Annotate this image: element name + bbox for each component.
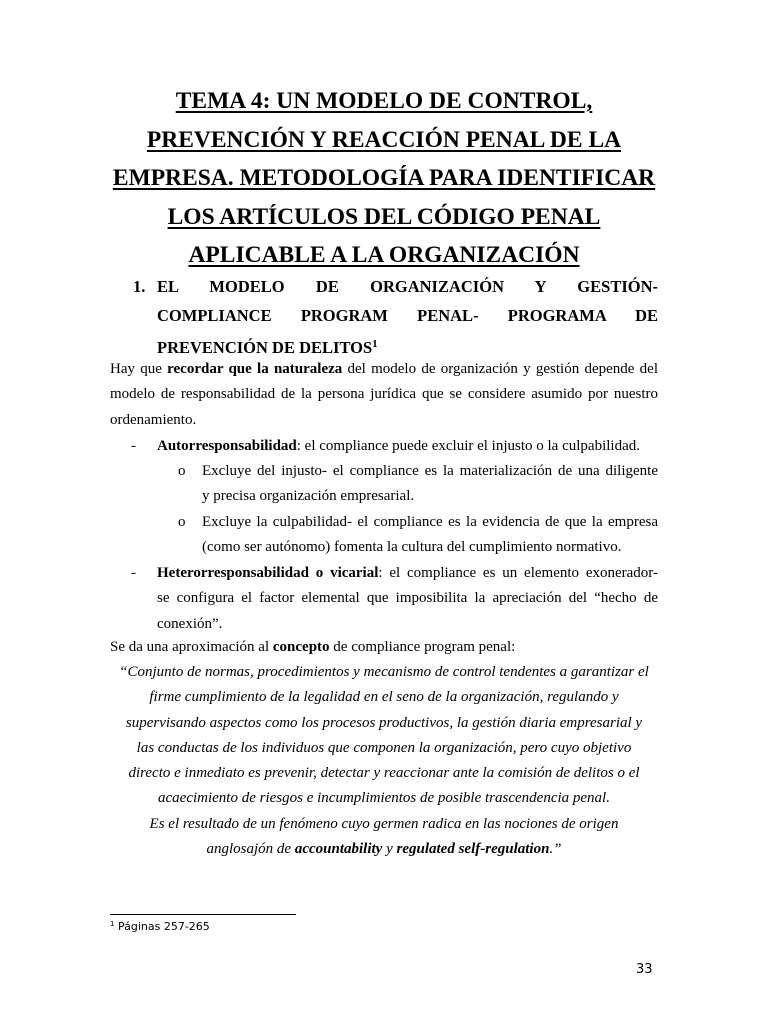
paragraph-line: modelo de responsabilidad de la persona jurídica que se considere asumido por nuestro [110, 386, 658, 403]
sub-bullet-item [178, 510, 658, 561]
sub-bullet-line: Excluye la culpabilidad- el compliance es la evidencia de que la empresa [202, 514, 658, 530]
title-line: EMPRESA. METODOLOGÍA PARA IDENTIFICAR [112, 165, 656, 191]
bullet-item [110, 434, 658, 459]
bullet-marker: - [131, 565, 136, 581]
sub-bullet-marker: o [178, 514, 186, 530]
text-run: .” [549, 841, 562, 858]
quote-line: Es el resultado de un fenómeno cuyo germen radica en las nociones de origen [149, 815, 619, 832]
bullet-term: Autorresponsabilidad [157, 438, 297, 454]
footnote-text: Páginas 257-265 [114, 920, 210, 933]
footnote-separator [110, 914, 296, 915]
bullet-line [157, 561, 658, 586]
bold-text: regulated self-regulation [396, 841, 550, 858]
bullet-line [157, 434, 658, 459]
paragraph-line [110, 357, 658, 382]
bullet-item [110, 561, 658, 637]
quote-line: “Conjunto de normas, procedimientos y mecanismo de control tendentes a garantizar el [119, 664, 649, 680]
bold-text: recordar que la naturaleza [167, 361, 343, 377]
paragraph-line [110, 635, 658, 660]
section-heading-text: PREVENCIÓN DE DELITOS [157, 338, 373, 357]
text-run: Se da una aproximación al [110, 639, 273, 655]
bullet-text: : el compliance es un elemento exonerador- [378, 565, 658, 581]
quote-line: acaecimiento de riesgos e incumplimientos de posible trascendencia penal. [158, 790, 610, 807]
intro-paragraph [110, 357, 658, 433]
text-run: y [382, 841, 397, 858]
paragraph-line: ordenamiento. [110, 411, 197, 428]
bullet-marker: - [131, 438, 136, 454]
text-run: del modelo de organización y gestión depende del [342, 361, 658, 377]
section-heading-line: COMPLIANCE PROGRAM PENAL- PROGRAMA DE [157, 306, 658, 325]
text-run: Hay que [110, 361, 168, 377]
footnote-number: 1 [110, 920, 115, 928]
title-line: LOS ARTÍCULOS DEL CÓDIGO PENAL [167, 203, 601, 230]
section-heading [133, 272, 658, 362]
quote-line: las conductas de los individuos que componen la organización, pero cuyo objetivo [136, 739, 632, 756]
quote-line: supervisando aspectos como los procesos productivos, la gestión diaria empresarial y [125, 714, 643, 731]
title-line: PREVENCIÓN Y REACCIÓN PENAL DE LA [146, 126, 622, 153]
sub-bullet-line: (como ser autónomo) fomenta la cultura del cumplimiento normativo. [202, 539, 622, 556]
bullet-text: : el compliance puede excluir el injusto o la culpabilidad. [296, 438, 640, 454]
bullet-term: Heterorresponsabilidad o vicarial [157, 565, 379, 581]
bullet-line: se configura el factor elemental que imposibilita la apreciación del “hecho de [157, 590, 658, 607]
footnote-reference[interactable]: 1 [372, 338, 378, 350]
section-number: 1. [133, 277, 146, 296]
bold-text: accountability [294, 841, 383, 858]
definition-quote [108, 660, 660, 862]
bold-text: concepto [272, 639, 330, 655]
title-line: TEMA 4: UN MODELO DE CONTROL, [175, 88, 593, 114]
sub-bullet-line: Excluye del injusto- el compliance es la materialización de una diligente [202, 463, 658, 479]
footnote [110, 920, 210, 933]
concept-paragraph [110, 635, 658, 660]
quote-line [108, 837, 660, 862]
text-run: de compliance program penal: [329, 639, 516, 655]
sub-bullet-line: y precisa organización empresarial. [202, 488, 415, 505]
sub-bullet-item [178, 459, 658, 510]
sub-bullet-marker: o [178, 463, 186, 479]
quote-line: directo e inmediato es prevenir, detectar y reaccionar ante la comisión de delitos o el [128, 765, 640, 782]
page-number: 33 [636, 962, 653, 977]
bullet-line: conexión”. [157, 615, 223, 632]
title-line: APLICABLE A LA ORGANIZACIÓN [188, 242, 580, 268]
quote-line: firme cumplimiento de la legalidad en el seno de la organización, regulando y [149, 689, 619, 706]
page-title [100, 82, 668, 275]
text-run: anglosajón de [206, 841, 295, 858]
section-heading-line: EL MODELO DE ORGANIZACIÓN Y GESTIÓN- [157, 277, 658, 296]
